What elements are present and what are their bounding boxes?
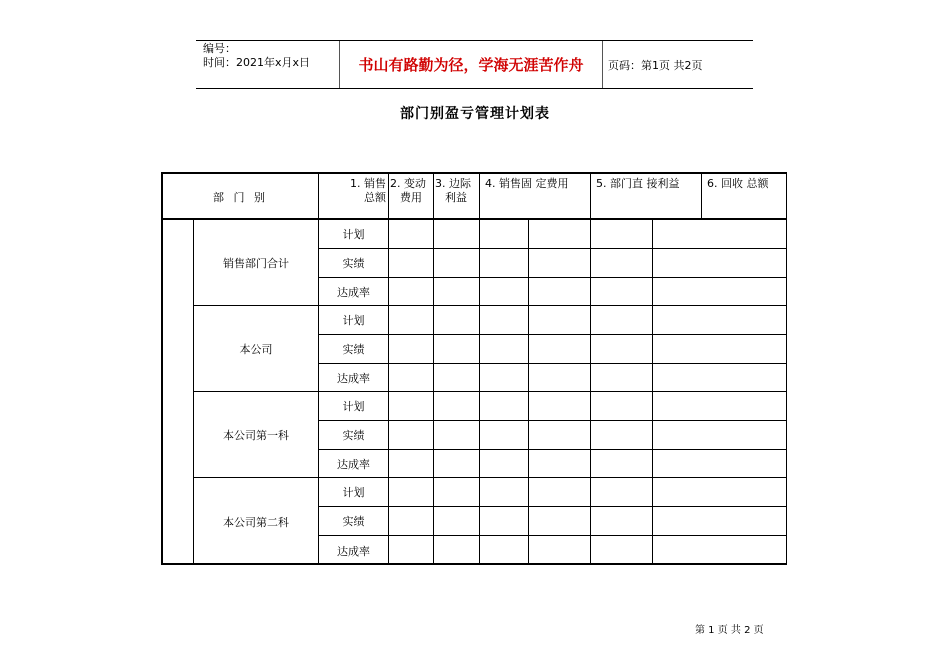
- row-rule: [319, 535, 787, 536]
- col-header-dept-direct-profit: 5. 部门直 接利益: [596, 177, 680, 190]
- doc-time-label: 时间：2021年x月x日: [203, 56, 311, 69]
- col-rule: [528, 220, 529, 565]
- col-header-line: 1. 销售: [350, 177, 386, 190]
- dept-column-header: 部 门 别: [213, 191, 268, 204]
- col-header-sales-fixed-cost: 4. 销售固 定费用: [485, 177, 569, 190]
- col-rule: [388, 174, 389, 565]
- col-header-line: 2. 变动: [390, 177, 426, 190]
- row-label-plan: 计划: [342, 228, 365, 241]
- row-label-achievement-rate: 达成率: [337, 457, 370, 471]
- row-rule: [319, 506, 787, 507]
- header-divider-right: [602, 41, 603, 88]
- row-label-plan: 计划: [342, 314, 365, 327]
- row-rule: [319, 248, 787, 249]
- doc-number-label: 编号：: [203, 42, 236, 55]
- row-label-achievement-rate: 达成率: [337, 544, 370, 558]
- row-label-actual: 实绩: [342, 515, 365, 528]
- group-label-section-two: 本公司第二科: [223, 515, 289, 529]
- group-label-company: 本公司: [239, 342, 273, 356]
- row-rule: [319, 334, 787, 335]
- col-rule: [479, 174, 480, 565]
- row-rule: [319, 449, 787, 450]
- group-label-section-one: 本公司第一科: [223, 428, 289, 442]
- row-label-actual: 实绩: [342, 257, 365, 270]
- row-label-achievement-rate: 达成率: [337, 371, 370, 385]
- col-rule: [590, 174, 591, 565]
- col-header-sales-total: [320, 177, 386, 205]
- col-header-recovery-total: 6. 回收 总额: [707, 177, 769, 190]
- col-header-line: 利益: [445, 191, 467, 204]
- col-header-line: 3. 边际: [435, 177, 471, 190]
- col-header-marginal-profit: [435, 177, 479, 205]
- group-label-sales-dept-total: 销售部门合计: [223, 256, 289, 270]
- col-rule: [701, 174, 702, 220]
- row-label-plan: 计划: [342, 486, 365, 499]
- profit-loss-table: [161, 172, 787, 565]
- header-bottom-rule: [196, 88, 753, 89]
- page-footer: 第 1 页 共 2 页: [695, 625, 764, 636]
- col-header-line: 总额: [364, 191, 386, 204]
- header-motto: 书山有路勤为径，学海无涯苦作舟: [358, 56, 584, 74]
- row-label-achievement-rate: 达成率: [337, 285, 370, 299]
- col-rule: [652, 220, 653, 565]
- row-label-actual: 实绩: [342, 429, 365, 442]
- row-label-plan: 计划: [342, 400, 365, 413]
- header-page-info: 页码：第1页 共2页: [608, 59, 703, 72]
- row-rule: [319, 277, 787, 278]
- document-title: 部门别盈亏管理计划表: [400, 106, 550, 122]
- row-label-actual: 实绩: [342, 343, 365, 356]
- col-header-line: 费用: [400, 191, 422, 204]
- col-rule: [433, 174, 434, 565]
- row-rule: [319, 420, 787, 421]
- row-rule: [319, 363, 787, 364]
- col-header-variable-cost: [390, 177, 433, 205]
